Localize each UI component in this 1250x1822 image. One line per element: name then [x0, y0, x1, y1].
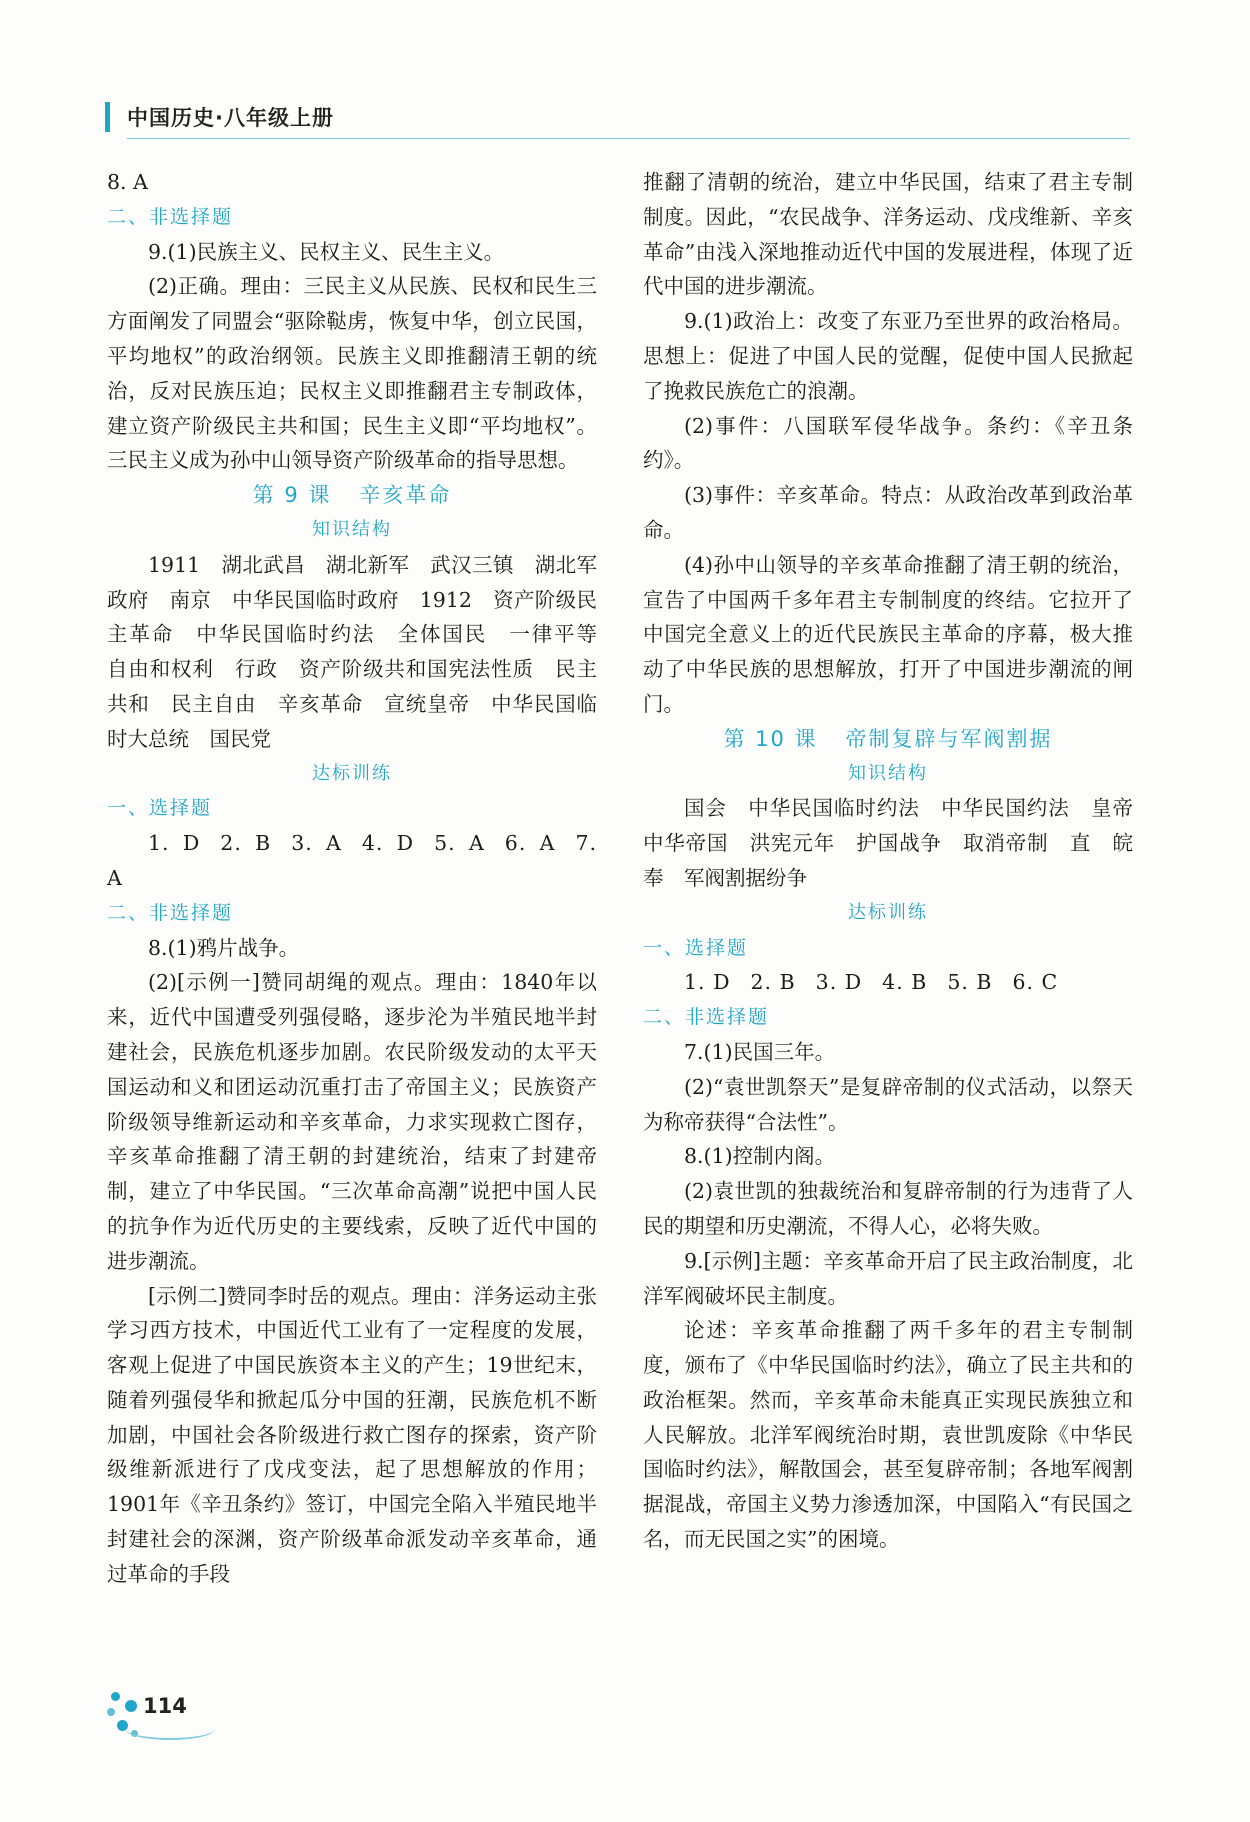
answer-paragraph: 论述：辛亥革命推翻了两千多年的君主专制制度，颁布了《中华民国临时约法》，确立了民主共和的政治框架。然而，辛亥革命未能真正实现民族独立和人民解放。北洋军阀统治时期，袁世凯废除《中华民国临时约法》，解散国会，甚至复辟帝制；各地军阀割据混战，帝国主义势力渗透加深，中国陷入“有民国之名，而无民国之实”的困境。	[643, 1318, 1133, 1552]
answer-paragraph: 9.(1)民族主义、民权主义、民生主义。	[148, 239, 505, 264]
answer-paragraph: (2)正确。理由：三民主义从民族、民权和民生三方面阐发了同盟会“驱除鞑虏，恢复中华，创立民国，平均地权”的政治纲领。民族主义即推翻清王朝的统治，反对民族压迫；民权主义即推翻君主专制政体，建立资产阶级民主共和国；民生主义即“平均地权”。三民主义成为孙中山领导资产阶级革命的指导思想。	[107, 274, 597, 473]
subsection-heading: 知识结构	[312, 518, 392, 540]
header-rule	[127, 138, 1130, 139]
section-heading: 一、选择题	[643, 936, 749, 959]
lesson-title: 帝制复辟与军阀割据	[845, 726, 1053, 751]
lesson-heading	[107, 478, 597, 513]
answer-paragraph: (4)孙中山领导的辛亥革命推翻了清王朝的统治，宣告了中国两千多年君主专制制度的终结。它拉开了中国完全意义上的近代民族民主革命的序幕，极大推动了中华民族的思想解放，打开了中国进步潮流的闸门。	[643, 552, 1133, 716]
answer-paragraph: (3)事件：辛亥革命。特点：从政治改革到政治革命。	[643, 483, 1133, 542]
footer-swoosh	[125, 1718, 215, 1740]
decorative-dot-icon	[125, 1700, 137, 1712]
section-heading: 二、非选择题	[643, 1006, 770, 1029]
answer-paragraph: 7.(1)民国三年。	[684, 1039, 836, 1064]
choice-answer: 5. A	[434, 831, 485, 856]
choice-answer: 3. D	[815, 970, 863, 995]
page-footer	[105, 1688, 225, 1748]
answer-paragraph: 推翻了清朝的统治，建立中华民国，结束了君主专制制度。因此，“农民战争、洋务运动、戊戌维新、辛亥革命”由浅入深地推动近代中国的发展进程，体现了近代中国的进步潮流。	[643, 170, 1133, 299]
book-title: 中国历史·八年级上册	[127, 106, 334, 130]
choice-answers	[107, 826, 597, 896]
choice-answer: 6. C	[1012, 970, 1059, 995]
answer-line: 8. A	[107, 170, 148, 194]
answer-paragraph: 8.(1)控制内阁。	[684, 1144, 836, 1169]
section-heading: 一、选择题	[107, 797, 213, 820]
choice-answer: 4. D	[361, 831, 415, 856]
page-number: 114	[143, 1694, 187, 1718]
choice-answer: 2. B	[220, 831, 272, 856]
answer-paragraph: 8.(1)鸦片战争。	[148, 935, 300, 960]
lesson-number: 第 10 课	[723, 726, 818, 751]
decorative-dot-icon	[111, 1692, 120, 1701]
header-accent-bar	[105, 102, 110, 132]
answer-paragraph: (2)“袁世凯祭天”是复辟帝制的仪式活动，以祭天为称帝获得“合法性”。	[643, 1074, 1133, 1134]
left-column	[107, 165, 618, 1592]
right-column	[643, 165, 1154, 1557]
choice-answer: 5. B	[947, 970, 993, 995]
choice-answer: 1. D	[148, 831, 201, 856]
section-heading: 二、非选择题	[107, 901, 234, 924]
lesson-heading	[643, 722, 1133, 757]
subsection-heading: 知识结构	[848, 762, 928, 784]
section-heading: 二、非选择题	[107, 205, 234, 228]
page-header	[105, 96, 1130, 144]
choice-answer: 4. B	[882, 970, 928, 995]
knowledge-structure: 1911 湖北武昌 湖北新军 武汉三镇 湖北军政府 南京 中华民国临时政府 1912 资产阶级民主革命 中华民国临时约法 全体国民 一律平等 自由和权利 行政 资产阶级共和国宪法性质 民主共和 民主自由 辛亥革命 宣统皇帝 中华民国临时大总统 国民党	[107, 552, 618, 751]
choice-answers	[643, 965, 1133, 1000]
answer-paragraph: (2)事件：八国联军侵华战争。条约：《辛丑条约》。	[643, 413, 1133, 473]
answer-paragraph: [示例二]赞同李时岳的观点。理由：洋务运动主张学习西方技术，中国近代工业有了一定程度的发展，客观上促进了中国民族资本主义的产生；19世纪末，随着列强侵华和掀起瓜分中国的狂潮，民族危机不断加剧，中国社会各阶级进行救亡图存的探索，资产阶级维新派进行了戊戌变法，起了思想解放的作用；1901年《辛丑条约》签订，中国完全陷入半殖民地半封建社会的深渊，资产阶级革命派发动辛亥革命，通过革命的手段	[107, 1283, 597, 1586]
subsection-heading: 达标训练	[312, 762, 392, 784]
answer-paragraph: (2)[示例一]赞同胡绳的观点。理由：1840年以来，近代中国遭受列强侵略，逐步沦为半殖民地半封建社会，民族危机逐步加剧。农民阶级发动的太平天国运动和义和团运动沉重打击了帝国主义；民族资产阶级领导维新运动和辛亥革命，力求实现救亡图存，辛亥革命推翻了清王朝的封建统治，结束了封建帝制，建立了中华民国。“三次革命高潮”说把中国人民的抗争作为近代历史的主要线索，反映了近代中国的进步潮流。	[107, 970, 597, 1273]
choice-answer: 1. D	[684, 970, 731, 995]
answer-paragraph: 9.[示例]主题：辛亥革命开启了民主政治制度，北洋军阀破坏民主制度。	[643, 1248, 1133, 1308]
choice-answer: 2. B	[750, 970, 796, 995]
knowledge-structure: 国会 中华民国临时约法 中华民国约法 皇帝 中华帝国 洪宪元年 护国战争 取消帝制 直 皖 奉 军阀割据纷争	[643, 796, 1154, 890]
subsection-heading: 达标训练	[848, 901, 928, 923]
lesson-number: 第 9 课	[252, 483, 332, 508]
answer-paragraph: 9.(1)政治上：改变了东亚乃至世界的政治格局。思想上：促进了中国人民的觉醒，促使中国人民掀起了挽救民族危亡的浪潮。	[643, 309, 1133, 403]
choice-answer: 3. A	[291, 831, 342, 856]
decorative-dot-icon	[107, 1708, 115, 1716]
choice-answer: 6. A	[504, 831, 556, 856]
choice-answer: 7. A	[107, 831, 597, 890]
lesson-title: 辛亥革命	[359, 483, 452, 508]
answer-paragraph: (2)袁世凯的独裁统治和复辟帝制的行为违背了人民的期望和历史潮流，不得人心，必将失败。	[643, 1179, 1133, 1238]
